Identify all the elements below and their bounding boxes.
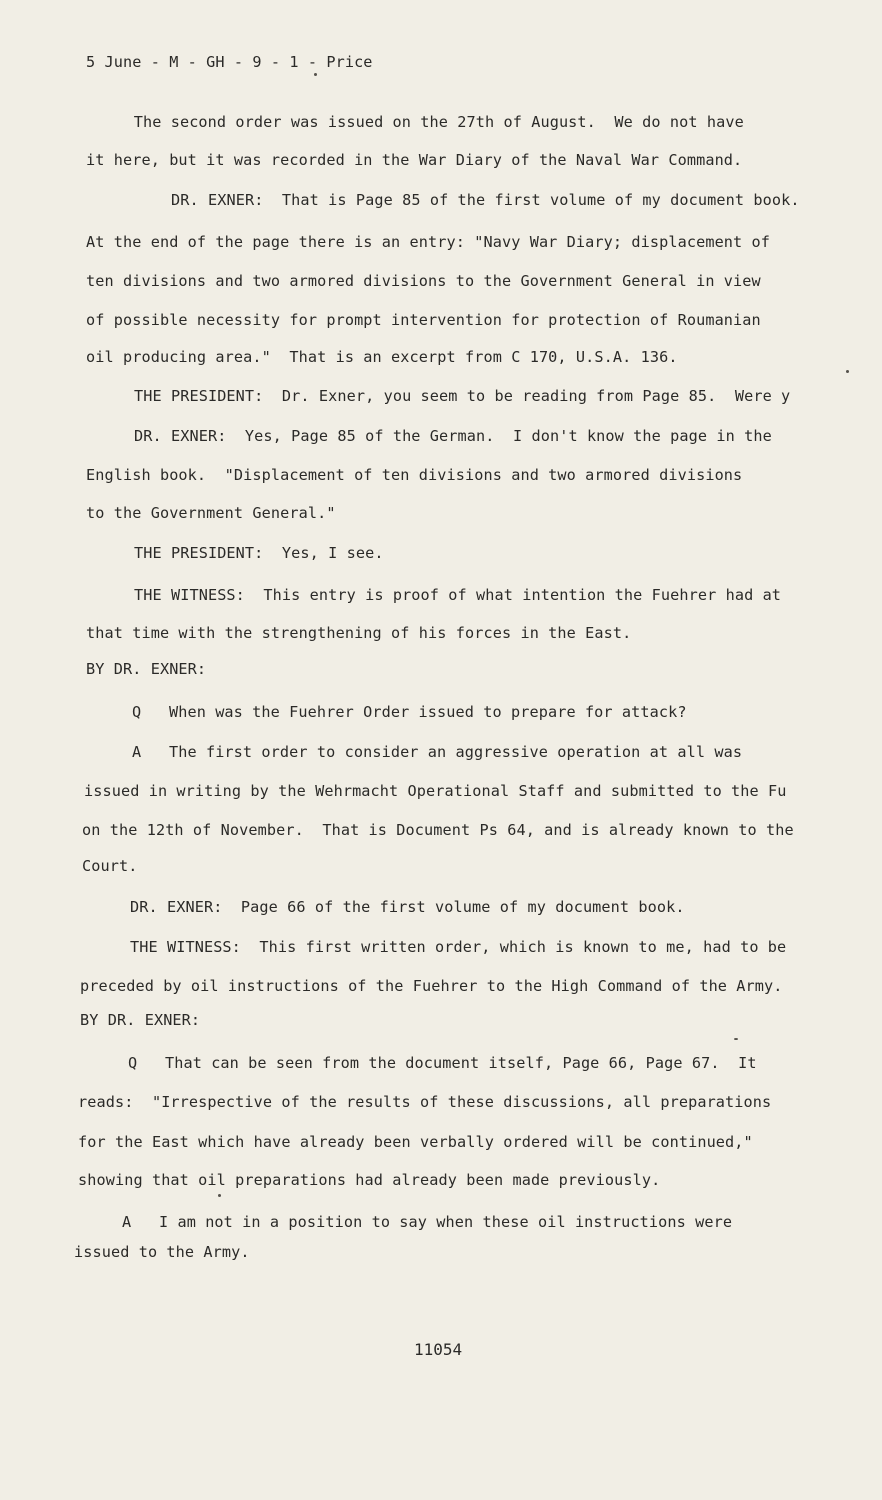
text-line: At the end of the page there is an entry: "Navy War Diary; displacement of <box>86 233 771 251</box>
text-line: A The first order to consider an aggressive operation at all was <box>132 743 743 761</box>
page-header: 5 June - M - GH - 9 - 1 - Price <box>86 53 373 71</box>
text-line: THE WITNESS: This entry is proof of what intention the Fuehrer had at <box>134 586 782 604</box>
text-line: oil producing area." That is an excerpt from C 170, U.S.A. 136. <box>86 348 678 366</box>
text-line: it here, but it was recorded in the War Diary of the Naval War Command. <box>86 151 743 169</box>
text-line: showing that oil preparations had already been made previously. <box>78 1171 661 1189</box>
text-line: DR. EXNER: Page 66 of the first volume of my document book. <box>130 898 685 916</box>
text-line: to the Government General." <box>86 504 336 522</box>
ink-speck <box>314 73 317 76</box>
text-line: DR. EXNER: Yes, Page 85 of the German. I don't know the page in the <box>134 427 772 445</box>
text-line: The second order was issued on the 27th of August. We do not have <box>106 113 744 131</box>
text-line: DR. EXNER: That is Page 85 of the first volume of my document book. <box>171 191 800 209</box>
text-line: THE PRESIDENT: Yes, I see. <box>134 544 384 562</box>
ink-speck <box>846 370 849 373</box>
ink-speck <box>734 1038 738 1040</box>
text-line: on the 12th of November. That is Document Ps 64, and is already known to the <box>82 821 794 839</box>
text-line: reads: "Irrespective of the results of these discussions, all preparations <box>78 1093 772 1111</box>
text-line: THE PRESIDENT: Dr. Exner, you seem to be reading from Page 85. Were y <box>134 387 791 405</box>
ink-speck <box>218 1194 221 1197</box>
text-line: for the East which have already been verbally ordered will be continued," <box>78 1133 753 1151</box>
text-line: Court. <box>82 857 138 875</box>
text-line: issued to the Army. <box>74 1243 250 1261</box>
text-line: English book. "Displacement of ten divisions and two armored divisions <box>86 466 743 484</box>
text-line: of possible necessity for prompt intervention for protection of Roumanian <box>86 311 761 329</box>
text-line: preceded by oil instructions of the Fuehrer to the High Command of the Army. <box>80 977 783 995</box>
text-line: that time with the strengthening of his forces in the East. <box>86 624 632 642</box>
text-line: BY DR. EXNER: <box>86 660 207 678</box>
text-line: BY DR. EXNER: <box>80 1011 201 1029</box>
text-line: Q That can be seen from the document itself, Page 66, Page 67. It <box>128 1054 757 1072</box>
text-line: A I am not in a position to say when these oil instructions were <box>122 1213 733 1231</box>
text-line: THE WITNESS: This first written order, which is known to me, had to be <box>130 938 787 956</box>
text-line: issued in writing by the Wehrmacht Operational Staff and submitted to the Fu <box>84 782 787 800</box>
page-number: 11054 <box>414 1340 463 1359</box>
text-line: ten divisions and two armored divisions to the Government General in view <box>86 272 761 290</box>
text-line: Q When was the Fuehrer Order issued to prepare for attack? <box>132 703 687 721</box>
